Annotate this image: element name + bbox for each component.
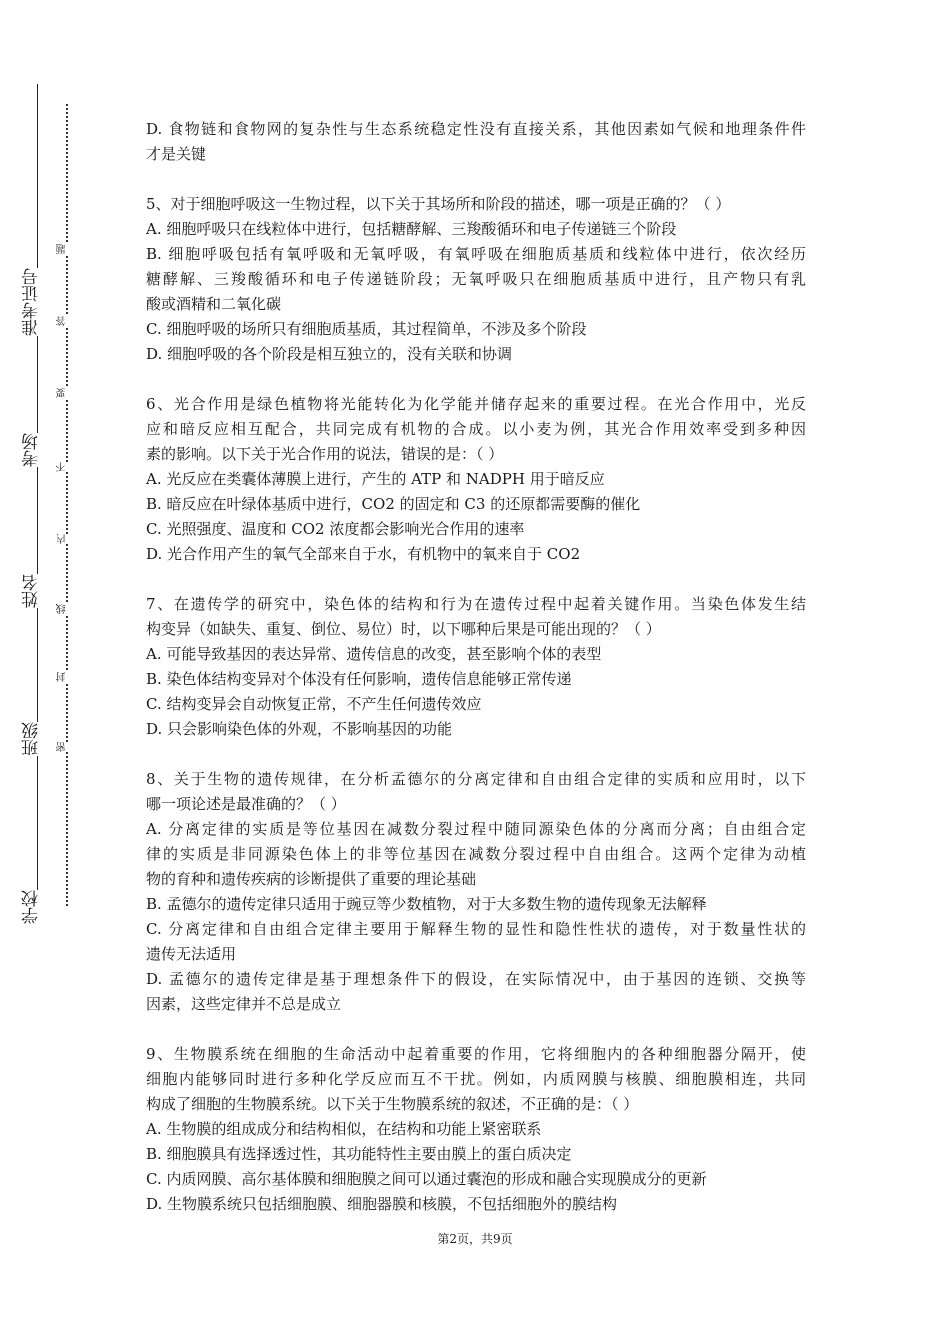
option-a: A. 可能导致基因的表达异常、遗传信息的改变，甚至影响个体的表型 bbox=[146, 645, 602, 663]
option-b: B. 暗反应在叶绿体基质中进行，CO2 的固定和 C3 的还原都需要酶的催化 bbox=[146, 495, 641, 513]
option-a: 物的育种和遗传疾病的诊断提供了重要的理论基础 bbox=[146, 870, 477, 888]
question-5 bbox=[146, 192, 806, 367]
question-stem: 5、对于细胞呼吸这一生物过程，以下关于其场所和阶段的描述，哪一项是正确的？（ ） bbox=[146, 195, 731, 213]
option-c: C. 结构变异会自动恢复正常，不产生任何遗传效应 bbox=[146, 695, 482, 713]
option-b: 酸或酒精和二氧化碳 bbox=[146, 295, 282, 313]
question-stem: 8、关于生物的遗传规律，在分析孟德尔的分离定律和自由组合定律的实质和应用时，以下 bbox=[146, 770, 806, 788]
field-school-label: 学校 bbox=[22, 890, 52, 924]
seal-char: 密 bbox=[57, 742, 77, 752]
option-d: D. 只会影响染色体的外观，不影响基因的功能 bbox=[146, 720, 453, 738]
question-8 bbox=[146, 767, 806, 1017]
option-b: 糖酵解、三羧酸循环和电子传递链阶段；无氧呼吸只在细胞质基质中进行，且产物只有乳 bbox=[146, 270, 806, 288]
option-a: A. 生物膜的组成成分和结构相似，在结构和功能上紧密联系 bbox=[146, 1120, 542, 1138]
continuation-option bbox=[146, 117, 806, 167]
option-a: A. 光反应在类囊体薄膜上进行，产生的 ATP 和 NADPH 用于暗反应 bbox=[146, 470, 605, 488]
text-line: 才是关键 bbox=[146, 145, 207, 163]
question-stem: 7、在遗传学的研究中，染色体的结构和行为在遗传过程中起着关键作用。当染色体发生结 bbox=[146, 595, 806, 613]
field-name-label: 姓名 bbox=[22, 574, 52, 608]
seal-char: 不 bbox=[57, 462, 77, 472]
question-stem: 6、光合作用是绿色植物将光能转化为化学能并储存起来的重要过程。在光合作用中，光反 bbox=[146, 395, 806, 413]
question-content bbox=[146, 117, 806, 1242]
option-c: C. 光照强度、温度和 CO2 浓度都会影响光合作用的速率 bbox=[146, 520, 525, 538]
option-a: A. 分离定律的实质是等位基因在减数分裂过程中随同源染色体的分离而分离；自由组合定 bbox=[146, 820, 806, 838]
option-d: 因素，这些定律并不总是成立 bbox=[146, 995, 342, 1013]
question-stem: 应和暗反应相互配合，共同完成有机物的合成。以小麦为例，其光合作用效率受到多种因 bbox=[146, 420, 806, 438]
question-stem: 细胞内能够同时进行多种化学反应而互不干扰。例如，内质网膜与核膜、细胞膜相连，共同 bbox=[146, 1070, 806, 1088]
option-d: D. 孟德尔的遗传定律是基于理想条件下的假设，在实际情况中，由于基因的连锁、交换等 bbox=[146, 970, 806, 988]
page-footer: 第2页，共9页 bbox=[437, 1232, 513, 1246]
option-d: D. 光合作用产生的氧气全部来自于水，有机物中的氧来自于 CO2 bbox=[146, 545, 581, 563]
field-class-label: 班级 bbox=[22, 722, 52, 756]
seal-char: 要 bbox=[57, 388, 77, 398]
option-c: C. 内质网膜、高尔基体膜和细胞膜之间可以通过囊泡的形成和融合实现膜成分的更新 bbox=[146, 1170, 707, 1188]
question-stem: 哪一项论述是最准确的？（ ） bbox=[146, 795, 346, 813]
text-line: D. 食物链和食物网的复杂性与生态系统稳定性没有直接关系，其他因素如气候和地理条件件 bbox=[146, 120, 806, 138]
option-c: 遗传无法适用 bbox=[146, 945, 237, 963]
question-stem: 9、生物膜系统在细胞的生命活动中起着重要的作用，它将细胞内的各种细胞器分隔开，使 bbox=[146, 1045, 806, 1063]
option-a: 律的实质是非同源染色体上的非等位基因在减数分裂过程中自由组合。这两个定律为动植 bbox=[146, 845, 806, 863]
seal-char: 封 bbox=[57, 672, 77, 682]
option-b: B. 孟德尔的遗传定律只适用于豌豆等少数植物，对于大多数生物的遗传现象无法解释 bbox=[146, 895, 707, 913]
option-a: A. 细胞呼吸只在线粒体中进行，包括糖酵解、三羧酸循环和电子传递链三个阶段 bbox=[146, 220, 677, 238]
seal-char: 题 bbox=[57, 244, 77, 254]
field-exam-room-label: 考场 bbox=[22, 433, 52, 467]
option-d: D. 生物膜系统只包括细胞膜、细胞器膜和核膜，不包括细胞外的膜结构 bbox=[146, 1195, 618, 1213]
option-c: C. 分离定律和自由组合定律主要用于解释生物的显性和隐性性状的遗传，对于数量性状的 bbox=[146, 920, 806, 938]
option-c: C. 细胞呼吸的场所只有细胞质基质，其过程简单，不涉及多个阶段 bbox=[146, 320, 587, 338]
question-7 bbox=[146, 592, 806, 742]
seal-char: 线 bbox=[57, 604, 77, 614]
field-ticket-number-label: 准考证号 bbox=[22, 268, 52, 336]
binding-dotted-line bbox=[66, 104, 68, 906]
seal-char: 答 bbox=[57, 316, 77, 326]
seal-char: 内 bbox=[57, 534, 77, 544]
binding-solid-line bbox=[37, 84, 38, 907]
question-stem: 素的影响。以下关于光合作用的说法，错误的是：（ ） bbox=[146, 445, 504, 463]
option-d: D. 细胞呼吸的各个阶段是相互独立的，没有关联和协调 bbox=[146, 345, 513, 363]
option-b: B. 细胞呼吸包括有氧呼吸和无氧呼吸，有氧呼吸在细胞质基质和线粒体中进行，依次经历 bbox=[146, 245, 806, 263]
question-stem: 构变异（如缺失、重复、倒位、易位）时，以下哪种后果是可能出现的？（ ） bbox=[146, 620, 661, 638]
option-b: B. 染色体结构变异对个体没有任何影响，遗传信息能够正常传递 bbox=[146, 670, 572, 688]
question-9 bbox=[146, 1042, 806, 1217]
option-b: B. 细胞膜具有选择透过性，其功能特性主要由膜上的蛋白质决定 bbox=[146, 1145, 572, 1163]
question-stem: 构成了细胞的生物膜系统。以下关于生物膜系统的叙述，不正确的是：（ ） bbox=[146, 1095, 639, 1113]
question-6 bbox=[146, 392, 806, 567]
